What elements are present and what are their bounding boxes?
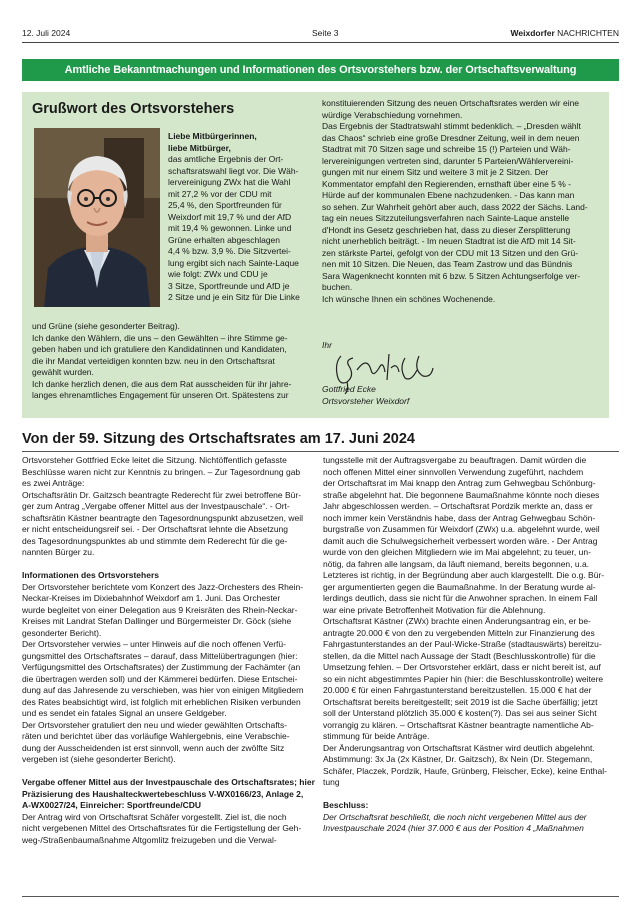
text-line: Neckar-Kreises im Dixiebahnhof Weixdorf am 1. Juni. Das Orchester (22, 593, 281, 603)
article-title: Von der 59. Sitzung des Ortschaftsrates am 17. Juni 2024 (22, 431, 415, 447)
text-line: die übertragen werden soll) und der Kämmerei bedürfen. Diese Entschei- (22, 673, 298, 684)
text-line: Abstimmung: 3x Ja (2x Kästner, Dr. Gaitzsch), 8x Nein (Dr. Stegemann, (323, 754, 593, 764)
text-line: gungen mit nur einem Sitz und weitere 3 mit je 2 Sitzen. Der (322, 167, 549, 177)
text-line: gesonderter Bericht). (22, 627, 102, 638)
portrait-photo (34, 128, 160, 307)
text-line: Ortsvorsteher Gottfried Ecke leitet die Sitzung. Nichtöffentlich gefasste (22, 455, 287, 465)
text-line: Investpauschale 2024 (hier 37.000 € aus der Position 4 „Maßnahmen (323, 823, 584, 833)
text-line: buchen. (322, 282, 353, 292)
text-line: schaftsratswahl liegt vor. Die Wäh- (168, 165, 299, 176)
text-line: gewählt wurden. (32, 367, 94, 377)
text-line: noch immer kein Verständnis habe, dass der Antrag Gehwegbau Schön- (323, 512, 596, 523)
text-line: war eine private Betroffenheit Motivation für die Ablehnung. (323, 604, 546, 615)
text-line: lerdings deutlich, dass sie nicht für die Anwohner sprachen. In einem Fall (323, 593, 598, 603)
publication-name-bold: Weixdorfer (510, 28, 555, 38)
page-number: Seite 3 (312, 28, 339, 38)
text-line: noch offenen Mittel einer sinnvollen Verwendung zugeführt, nachdem (323, 466, 584, 477)
text-line: lervereinigungen vertreten sind, darunter 5 Parteien/Wählervereini- (322, 155, 574, 166)
text-line: A-WX0027/24, Einreicher: Sportfreunde/CDU (22, 800, 202, 810)
portrait-illustration (34, 128, 160, 307)
text-line: Hürde auf der kommunalen Ebene nachzudenken. - Das kann man (322, 190, 575, 200)
text-line: Ortschaftsrat bereits bereitgestellt; seit 2019 ist die Sache überfällig; jetzt (323, 696, 598, 707)
text-line: Ortschaftsrat Kästner (ZWx) brachte einen Änderungsantrag ein, er be- (323, 616, 591, 626)
text-line: stellen, da die Mittel nach Aussage der Stadt (Beschlusskontrolle) für die (323, 650, 596, 661)
text-line: dung der Ausscheidenden ist erst sinnvoll, wenn auch der zwölfte Sitz (22, 742, 285, 753)
text-line: Fahrgastunterstandes an der Paul-Wicke-Straße (stadtauswärts) bereitzu- (323, 639, 602, 649)
text-line: straße abgelehnt hat. Die begonnene Baumaßnahme könnte noch dieses (323, 489, 600, 500)
text-line: Der Ortsvorsteher berichtete vom Konzert des Jazz-Orchesters des Rhein- (22, 581, 304, 592)
text-line: Der Änderungsantrag von Ortschaftsrat Kästner wird deutlich abgelehnt. (323, 742, 595, 753)
signer-name: Gottfried Ecke (322, 384, 376, 394)
text-line: Stadtrat mit 70 Sitzen sage und schreibe 15 (!) Parteien und Wäh- (322, 144, 571, 154)
text-line: antragte 20.000 € von den zu vergebenden Mitteln zur Finanzierung des (323, 627, 595, 638)
text-line: nen mit 10 Sitzen. Die Neuen, das Team Zastrow und das Bündnis (322, 259, 573, 269)
text-line: Verfügungsmittel des Ortschaftsrates) der Zustimmung der Fachämter (an (22, 662, 301, 672)
text-line: 2 Sitze und je ein Sitz für Die Linke (168, 292, 300, 302)
text-line: damit auch die Schulwegsicherheit verbessert worden wäre. - Der Antrag (323, 535, 598, 546)
article-title-rule (22, 451, 619, 452)
text-line: Grüne erhalten abgeschlagen (168, 234, 280, 245)
text-line: d'Hondt ins Gesetz geschrieben hat, dass zu dieser Zersplitterung (322, 224, 571, 235)
text-line: nötig, da fahren alle langsam, da läuft niemand, bereits begonnen, u.a. (323, 558, 590, 569)
text-line: Der Ortschaftsrat beschließt, die noch nicht vergebenen Mittel aus der (323, 811, 587, 822)
text-line: Weixdorf mit 19,7 % und der AfD (168, 211, 292, 222)
text-line: ger zum Antrag „Vergabe offener Mittel aus der Investpauschale“. - Ort- (22, 501, 290, 511)
text-line: und Grüne (siehe gesonderter Beitrag). (32, 321, 180, 331)
text-line: Der Antrag wird von Ortschaftsrat Schäfer vorgestellt. Ziel ist, die noch (22, 811, 287, 822)
text-line: Sara Wagenknecht konnten mit 6 bzw. 5 Sitzen Achtungserfolge ver- (322, 270, 581, 281)
text-line: Ich danke den Wählern, die uns – den Gewählten – ihre Stimme ge- (32, 332, 288, 343)
text-line: so ein nicht abgestimmtes Papier hin (hier: die Beschlusskontrolle) weitere (323, 673, 604, 684)
text-line: Umsetzung fehlen. – Der Ortsvorsteher erklärt, dass er nicht bereit ist, auf (323, 662, 601, 672)
text-line: Liebe Mitbürgerinnen, (168, 131, 257, 141)
text-line: stimmung für beide Anträge. (323, 731, 430, 741)
text-line: schaftsrätin Kästner beantragte den Tagesordnungspunkt abzusetzen, weil (22, 512, 303, 523)
text-line: Präzisierung des Haushalteckwertebeschluss V-WX0166/23, Anlage 2, (22, 788, 304, 799)
text-line: so sehen. Zur Wahrheit gehört aber auch, dass 2022 der Sächs. Land- (322, 201, 588, 212)
text-line: und es sendet ein fatales Signal an unsere Geldgeber. (22, 708, 227, 718)
text-line: würdige Verabschiedung vornehmen. (322, 109, 463, 120)
text-line: 20.000 € für einen Fahrgastunterstand bereitzustellen. 15.000 € hat der (323, 685, 592, 695)
text-line: räten und berichtet über das vorläufige Wahlergebnis, eine Verabschie- (22, 731, 290, 741)
footer-rule (22, 896, 619, 897)
text-line: ger argumentierten gegen die Baumaßnahme. In der Beratung wurde al- (323, 581, 596, 592)
text-line: er nicht entscheidungsreif sei. - Der Ortschaftsrat lehnte die Absetzung (22, 524, 288, 534)
text-line: liebe Mitbürger, (168, 142, 231, 153)
text-line: Kreises mit Landrat Stefan Dallinger und Bürgermeister Dr. Göck (siehe (22, 616, 292, 626)
text-line: wie folgt: ZWx und CDU je (168, 269, 268, 279)
text-line: Der Ortsvorsteher verwies – unter Hinweis auf die noch offenen Verfü- (22, 639, 286, 649)
text-line: weg-/Straßenbaumaßnahme Altgomlitz freizugeben und die Verwal- (22, 834, 277, 845)
text-line: das Chaos“ schrieb eine große Dresdner Zeitung, weil in dem neuen (322, 132, 580, 143)
text-line: Schäfer, Placzek, Pordzik, Haufe, Grünberg, Fleischer, Ecke), keine Enthal- (323, 765, 607, 776)
text-line: des Tagesordnungspunktes ab und stimmte dem Rederecht für die ge- (22, 535, 288, 546)
text-line: Beschlüsse waren nicht zur Kenntnis zu bringen. – Zur Tagesordnung gab (22, 466, 301, 477)
issue-date: 12. Juli 2024 (22, 28, 71, 38)
text-line: burgstraße von Zusammen für Weixdorf (ZWx) u.a. abgelehnt wurde, weil (323, 524, 600, 534)
text-line: Letzteres ist richtig, in der Begründung aber auch klargestellt. Die o.g. Bür- (323, 570, 605, 580)
text-line: Kommentator empfahl den Regierenden, ernsthaft über eine 5 % - (322, 178, 572, 189)
text-line: wurde begleitet von einer Delegation aus 9 Kreisräten des Rhein-Neckar- (22, 604, 298, 615)
text-line: tag ein neues Sitzzuteilungsverfahren nach Sainte-Laque anstelle (322, 213, 570, 223)
text-line: tungsstelle mit der Auftragsvergabe zu beauftragen. Damit würden die (323, 455, 587, 465)
section-banner: Amtliche Bekanntmachungen und Informationen des Ortsvorstehers bzw. der Ortschaftsverwaltung (22, 59, 619, 81)
text-line: Informationen des Ortsvorstehers (22, 570, 159, 580)
text-line: zen stärkste Partei, gefolgt von der CDU mit 13 Sitzen und den Grü- (322, 247, 579, 258)
publication-name (511, 28, 619, 38)
text-line: lervereinigung ZWx hat die Wahl (168, 177, 291, 187)
text-line: Beschluss: (323, 800, 369, 810)
text-line: mit 19,4 % gewonnen. Linke und (168, 223, 292, 233)
text-line: 25,4 %, den Sportfreunden für (168, 200, 282, 210)
text-line: Ich wünsche Ihnen ein schönes Wochenende. (322, 293, 496, 304)
text-line: das amtliche Ergebnis der Ort- (168, 154, 284, 164)
text-line: die ihr Mandat verteidigen konnten bzw. neu in den Ortschaftsrat (32, 355, 275, 366)
text-line: Ortschaftsrätin Dr. Gaitzsch beantragte Rederecht für zwei betroffene Bür- (22, 489, 302, 500)
text-line: gungsmittel des Ortschaftsrates – darauf, dass Mittelübertragungen (hier: (22, 650, 298, 661)
text-line: vorrangig zu klären. – Ortschaftsrat Kästner beantragte namentliche Ab- (323, 719, 594, 730)
text-line: Vergabe offener Mittel aus der Investpauschale des Ortschaftsrates; hier (22, 777, 315, 787)
text-line: langes ehrenamtliches Engagement für unseren Ort. Spätestens zur (32, 390, 289, 400)
text-line: nicht vergebenen Mittel des Ortschaftsrates für die Fertigstellung der Geh- (22, 823, 302, 833)
text-line: der Ortschaftsrat im Mai knapp den Antrag zum Gehwegbau Schönburg- (323, 478, 596, 488)
text-line: mit 27,2 % vor der CDU mit (168, 188, 272, 199)
text-line: es zwei Anträge: (22, 478, 85, 488)
text-line: des Rates beabsichtigt wird, ist folglich mit erheblichen Risiken verbunden (22, 696, 301, 707)
text-line: tung (323, 777, 340, 787)
text-line: konstituierenden Sitzung des neuen Ortschaftsrates werden wir eine (322, 98, 580, 108)
text-line: 4,4 % bzw. 3,9 %. Die Sitzvertei- (168, 246, 291, 256)
greeting-title: Grußwort des Ortsvorstehers (32, 101, 235, 117)
page-header (22, 28, 619, 41)
closing-ihr: Ihr (322, 340, 332, 350)
text-line: vergeben ist (siehe gesonderter Bericht). (22, 754, 176, 764)
text-line: Jahr abgeschlossen werden. – Ortschaftsrat Pordzik merkte an, dass er (323, 501, 593, 511)
text-line: 3 Sitze, Sportfreunde und AfD je (168, 280, 290, 291)
publication-name-rest: NACHRICHTEN (554, 28, 619, 38)
greeting-box (22, 92, 609, 418)
text-line: wurde von den gleichen Mitgliedern wie im Mai abgelehnt; zu teuer, un- (323, 547, 591, 557)
text-line: Das Ergebnis der Stadtratswahl stimmt bedenklich. – „Dresden wählt (322, 121, 581, 131)
text-line: dung auf das Jahresende zu verschieben, was hier von einigen Mitgliedern (22, 685, 304, 695)
header-rule (22, 42, 619, 43)
text-line: soll der Unterstand plötzlich 35.000 € kosten(?). Das sei aus seiner Sicht (323, 708, 597, 718)
text-line: Der Ortsvorsteher gratuliert den neu und wieder gewählten Ortschafts- (22, 719, 288, 730)
text-line: lung ergibt sich nach Sainte-Laque (168, 257, 299, 268)
text-line: geben haben und ich gratuliere den Kandidatinnen und Kandidaten, (32, 344, 287, 354)
signer-role: Ortsvorsteher Weixdorf (322, 396, 410, 406)
text-line: nicht unerheblich beiträgt. - Im neuen Stadtrat ist die AfD mit 14 Sit- (322, 236, 576, 246)
text-line: nannten Bürger zu. (22, 547, 95, 557)
text-line: Ich danke herzlich denen, die aus dem Rat ausscheiden für ihr jahre- (32, 378, 292, 389)
